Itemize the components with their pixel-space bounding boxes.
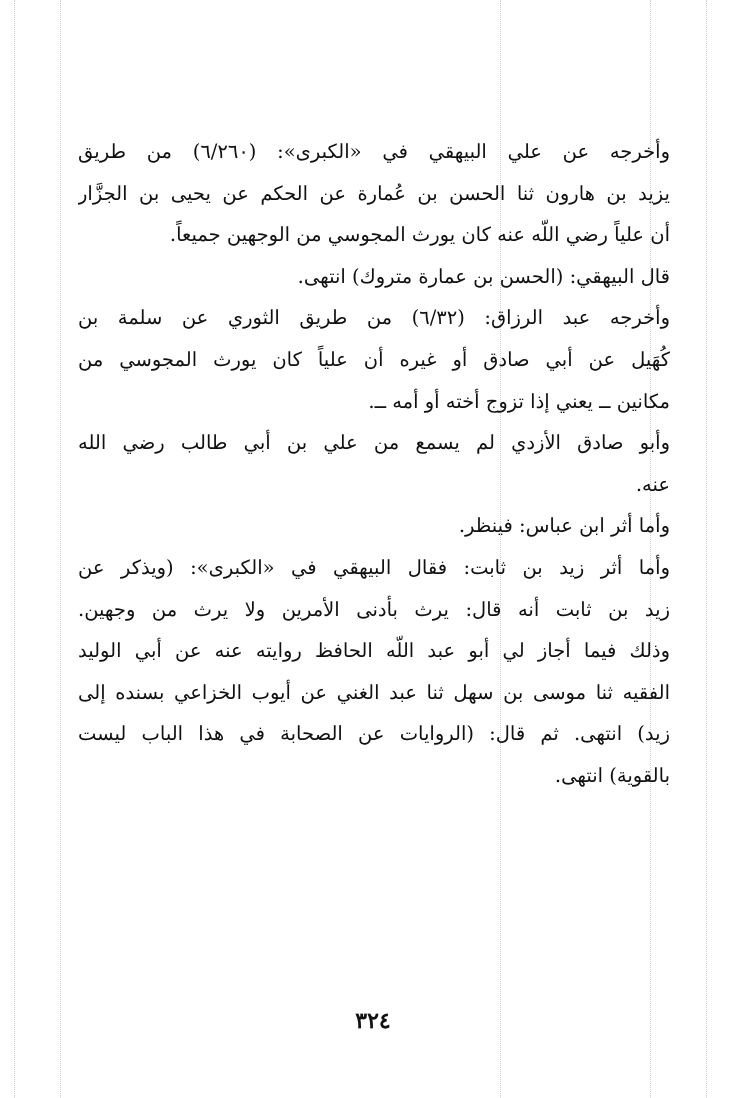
text-line: وأخرجه عن علي البيهقي في «الكبرى»: (٦/٢٦٠) من طريق [78, 140, 670, 163]
text-line: الفقيه ثنا موسى بن سهل ثنا عبد الغني عن أيوب الخزاعي بسنده إلى [78, 680, 670, 704]
text-line: زيد بن ثابت أنه قال: يرث بأدنى الأمرين ولا يرث من وجهين. [78, 597, 670, 621]
text-line: أن علياً رضي اللّه عنه كان يورث المجوسي من الوجهين جميعاً. [169, 223, 670, 247]
body-text [78, 131, 670, 797]
text-line: وأبو صادق الأزدي لم يسمع من علي بن أبي طالب رضي الله [78, 431, 670, 455]
text-line: وذلك فيما أجاز لي أبو عبد اللّه الحافظ روايته عنه عن أبي الوليد [78, 639, 670, 663]
text-line: عنه. [635, 472, 670, 496]
text-line: وأما أثر زيد بن ثابت: فقال البيهقي في «الكبرى»: (ويذكر عن [78, 555, 670, 579]
text-line: مكانين ــ يعني إذا تزوج أخته أو أمه ــ. [368, 389, 670, 413]
text-line: وأخرجه عبد الرزاق: (٦/٣٢) من طريق الثوري عن سلمة بن [78, 306, 670, 330]
scan-guide-line [706, 0, 707, 1098]
text-line: يزيد بن هارون ثنا الحسن بن عُمارة عن الحكم عن يحيى بن الجزَّار [78, 181, 670, 205]
text-line: كُهَيل عن أبي صادق أو غيره أن علياً كان يورث المجوسي من [78, 347, 670, 371]
scan-guide-line [60, 0, 61, 1098]
scan-guide-line [14, 0, 15, 1098]
text-line: زيد) انتهى. ثم قال: (الروايات عن الصحابة في هذا الباب ليست [78, 722, 670, 746]
text-line: قال البيهقي: (الحسن بن عمارة متروك) انتهى. [297, 264, 670, 288]
page-number: ٣٢٤ [355, 1008, 391, 1034]
text-line: بالقوية) انتهى. [554, 763, 670, 787]
text-line: وأما أثر ابن عباس: فينظر. [458, 514, 670, 538]
